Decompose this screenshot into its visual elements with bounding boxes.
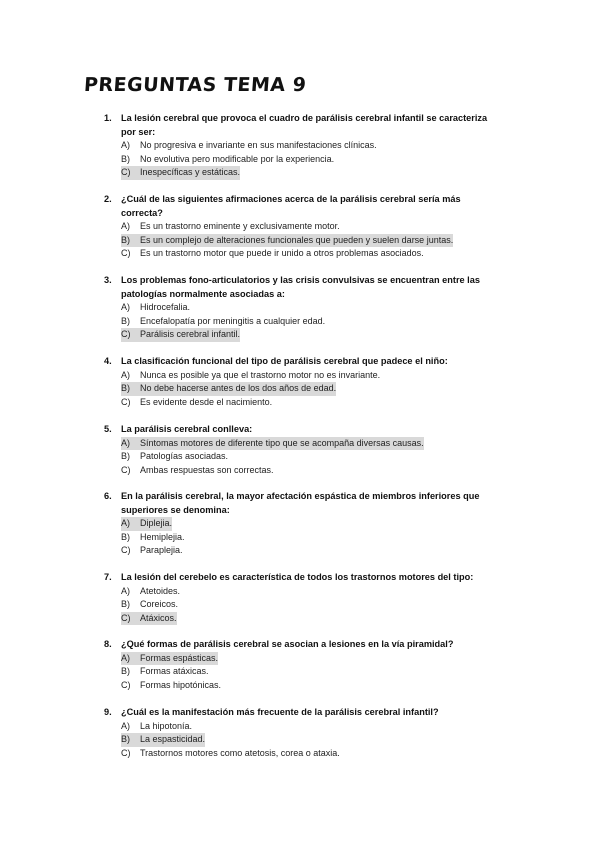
option-a: A) Atetoides.	[121, 585, 181, 596]
option-b: B) Coreicos.	[121, 599, 179, 609]
option-c-highlighted: C) Parálisis cerebral infantil.	[121, 328, 240, 342]
option-a: A) La hipotonía.	[121, 720, 193, 731]
option-b: B) Hemiplejia.	[121, 531, 185, 542]
question-6	[104, 490, 504, 558]
question-4	[104, 355, 504, 409]
question-text: En la parálisis cerebral, la mayor afectación espástica de miembros inferiores que superiores se denomina:	[121, 491, 480, 515]
option-c: C) Es evidente desde el nacimiento.	[121, 396, 273, 407]
question-5	[104, 423, 504, 477]
question-8	[104, 638, 504, 692]
option-c: C) Es un trastorno motor que puede ir unido a otros problemas asociados.	[121, 248, 424, 258]
question-text: La parálisis cerebral conlleva:	[121, 424, 253, 434]
option-c: C) Trastornos motores como atetosis, corea o ataxia.	[121, 747, 340, 758]
question-text: La clasificación funcional del tipo de parálisis cerebral que padece el niño:	[121, 356, 448, 366]
question-text: ¿Qué formas de parálisis cerebral se asocian a lesiones en la vía piramidal?	[121, 639, 454, 649]
question-text: ¿Cuál de las siguientes afirmaciones acerca de la parálisis cerebral sería más correcta?	[121, 194, 461, 218]
question-2	[104, 193, 504, 261]
question-text: La lesión cerebral que provoca el cuadro de parálisis cerebral infantil se caracteriza por ser:	[121, 113, 488, 137]
question-number: 9.	[104, 707, 112, 717]
option-a: A) Hidrocefalia.	[121, 302, 191, 312]
option-a-highlighted: A) Síntomas motores de diferente tipo que se acompaña diversas causas.	[121, 437, 424, 451]
question-text: La lesión del cerebelo es característica de todos los trastornos motores del tipo:	[121, 572, 474, 582]
page-title: PREGUNTAS TEMA 9	[83, 74, 308, 96]
question-number: 5.	[104, 424, 112, 434]
option-a: A) No progresiva e invariante en sus manifestaciones clínicas.	[121, 140, 377, 150]
question-number: 8.	[104, 639, 112, 649]
option-b-highlighted: B) La espasticidad.	[121, 733, 205, 747]
question-7	[104, 571, 504, 625]
option-b: B) Formas atáxicas.	[121, 666, 209, 676]
option-a-highlighted: A) Diplejia.	[121, 517, 172, 531]
option-b: B) Encefalopatía por meningitis a cualquier edad.	[121, 315, 326, 326]
option-c-highlighted: C) Inespecíficas y estáticas.	[121, 166, 240, 180]
question-9	[104, 706, 504, 760]
option-b-highlighted: B) Es un complejo de alteraciones funcionales que pueden y suelen darse juntas.	[121, 234, 453, 248]
option-c: C) Paraplejia.	[121, 545, 183, 555]
question-text: ¿Cuál es la manifestación más frecuente de la parálisis cerebral infantil?	[121, 707, 439, 717]
question-number: 7.	[104, 572, 112, 582]
question-number: 2.	[104, 194, 112, 204]
option-b: B) Patologías asociadas.	[121, 451, 229, 461]
question-3	[104, 274, 504, 342]
question-number: 1.	[104, 113, 112, 123]
option-c: C) Formas hipotónicas.	[121, 679, 222, 690]
option-c: C) Ambas respuestas son correctas.	[121, 464, 274, 475]
option-c-highlighted: C) Atáxicos.	[121, 612, 177, 626]
question-text: Los problemas fono-articulatorios y las crisis convulsivas se encuentran entre las patologías normalmente asociadas a:	[121, 275, 480, 299]
option-b-highlighted: B) No debe hacerse antes de los dos años de edad.	[121, 382, 336, 396]
question-1	[104, 112, 504, 180]
option-a: A) Nunca es posible ya que el trastorno motor no es invariante.	[121, 369, 381, 380]
option-b: B) No evolutiva pero modificable por la experiencia.	[121, 153, 335, 164]
question-number: 3.	[104, 275, 112, 285]
option-a: A) Es un trastorno eminente y exclusivamente motor.	[121, 221, 340, 231]
question-number: 4.	[104, 356, 112, 366]
option-a-highlighted: A) Formas espásticas.	[121, 652, 218, 666]
question-number: 6.	[104, 491, 112, 501]
